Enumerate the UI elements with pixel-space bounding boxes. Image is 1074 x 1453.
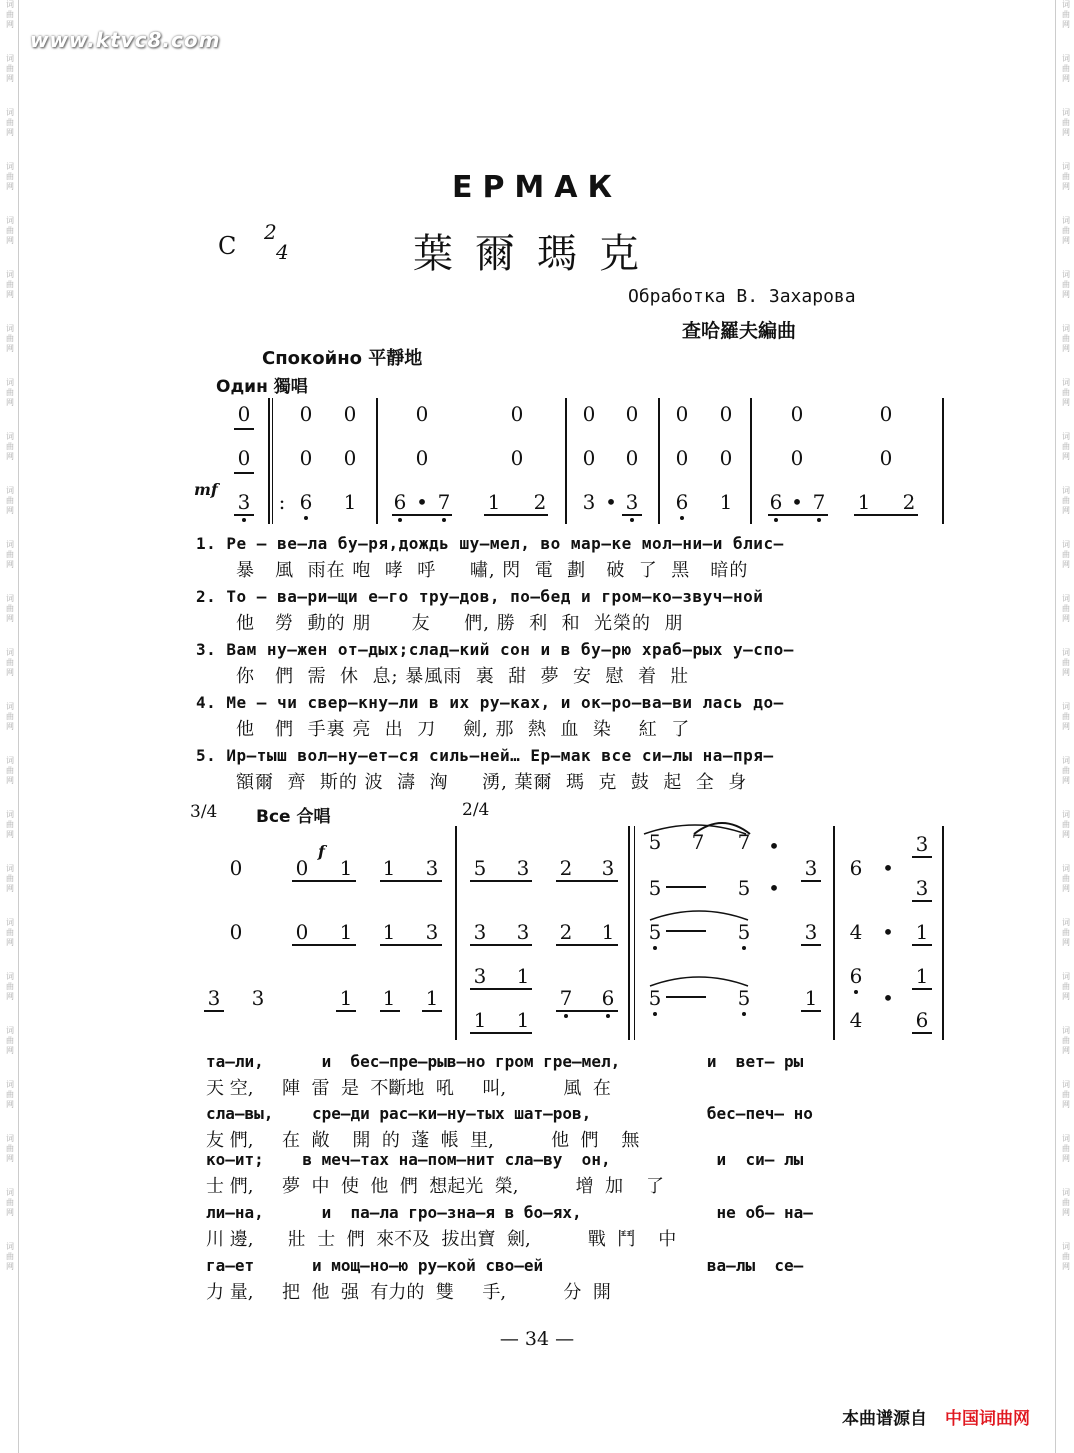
source-label: 本曲谱源自 <box>842 1409 927 1429</box>
note: 0 <box>295 856 309 880</box>
note: 1 <box>804 986 818 1010</box>
sidebar-watermark-text: 词曲网 <box>6 540 14 569</box>
beam-underline <box>556 1010 618 1012</box>
note: 0 <box>295 920 309 944</box>
note: 1 <box>425 986 439 1010</box>
note: 4 <box>849 1008 863 1032</box>
sidebar-watermark-text: 词曲网 <box>1062 486 1070 515</box>
verse-5-chinese: 額爾 齊 斯的 波 濤 洶 湧, 葉爾 瑪 克 鼓 起 全 身 <box>236 772 748 793</box>
beam-underline <box>912 988 932 990</box>
verse-3-russian: 3. Вам ну—жен от—дых;слад—кий сон и в бу—рю храб—рых у—спо— <box>196 640 794 659</box>
note: 1 <box>339 920 353 944</box>
sidebar-watermark-text: 词曲网 <box>6 108 14 137</box>
sidebar-watermark-text: 词曲网 <box>1062 162 1070 191</box>
note: 3 <box>915 832 929 856</box>
note: 1 <box>601 920 615 944</box>
note: 5 <box>648 920 662 944</box>
barline <box>833 826 835 1040</box>
tie <box>646 906 752 922</box>
verse-3-russian-cont: ко—ит; в меч—тах на—пом—нит сла—ву он, и си— лы <box>206 1150 804 1169</box>
choir-marking: Все 合唱 <box>256 807 331 827</box>
barline <box>634 826 635 1040</box>
verse-5-russian: 5. Ир—тыш вол—ну—ет—ся силь—ней… Ер—мак все си—лы на—пря— <box>196 746 774 765</box>
sidebar-watermark-text: 词曲网 <box>6 1242 14 1271</box>
sidebar-watermark-text: 词曲网 <box>1062 432 1070 461</box>
sidebar-watermark-text: 词曲网 <box>6 432 14 461</box>
note: 3 <box>516 856 530 880</box>
verse-5-chinese-cont: 力 量, 把 他 强 有力的 雙 手, 分 開 <box>206 1282 611 1303</box>
note: 0 <box>237 446 251 470</box>
note: 0 <box>415 402 429 426</box>
sidebar-watermark-text: 词曲网 <box>1062 972 1070 1001</box>
note: 0 <box>299 402 313 426</box>
beam-underline <box>801 880 821 882</box>
note: 6 <box>675 490 689 514</box>
verse-4-russian: 4. Ме — чи свер—кну—ли в их ру—ках, и ок—ро—ва—ви лась до— <box>196 693 784 712</box>
note: 7 <box>737 830 751 854</box>
dynamic-mf: mf <box>194 480 218 499</box>
note: 5 <box>648 830 662 854</box>
sidebar-watermark-text: 词曲网 <box>1062 594 1070 623</box>
sidebar-watermark-text: 词曲网 <box>1062 540 1070 569</box>
note: 0 <box>675 402 689 426</box>
note: 1 <box>343 490 357 514</box>
verse-4-chinese: 他 們 手裏 亮 出 刀 劍, 那 熱 血 染 紅 了 <box>236 719 691 740</box>
note: 6 <box>299 490 313 514</box>
note: 0 <box>719 402 733 426</box>
note: 0 <box>582 402 596 426</box>
sidebar-watermark-text: 词曲网 <box>6 864 14 893</box>
beam-underline <box>380 1010 400 1012</box>
sidebar-watermark-text: 词曲网 <box>1062 810 1070 839</box>
note: 5 <box>737 920 751 944</box>
sidebar-watermark-text: 词曲网 <box>1062 1080 1070 1109</box>
sidebar-watermark-text: 词曲网 <box>1062 864 1070 893</box>
octave-dot <box>653 1012 657 1016</box>
note: 2 <box>533 490 547 514</box>
sidebar-watermark-text: 词曲网 <box>6 486 14 515</box>
note: 3 <box>601 856 615 880</box>
verse-3-chinese: 你 們 需 休 息; 暴風雨 裏 甜 夢 安 慰 着 壯 <box>236 666 690 687</box>
octave-dot <box>742 1012 746 1016</box>
beam-underline <box>912 944 932 946</box>
note: 3 <box>425 856 439 880</box>
barline <box>455 826 457 1040</box>
note: 6 <box>393 490 407 514</box>
note: 6 <box>849 856 863 880</box>
sidebar-watermark-text: 词曲网 <box>6 1188 14 1217</box>
arranger-russian: Обработка В. Захарова <box>628 286 856 307</box>
note: • <box>791 490 803 514</box>
note: 4 <box>849 920 863 944</box>
dynamic-f: f <box>318 842 325 861</box>
sidebar-watermark-text: 词曲网 <box>6 378 14 407</box>
note: 0 <box>343 446 357 470</box>
beam-underline <box>470 988 532 990</box>
note: 1 <box>857 490 871 514</box>
key-signature: C <box>218 232 237 260</box>
sidebar-watermark-text: 词曲网 <box>1062 702 1070 731</box>
beam-underline <box>422 1010 442 1012</box>
note: 3 <box>915 876 929 900</box>
source-site-link[interactable]: 中国词曲网 <box>945 1409 1030 1429</box>
note: 3 <box>251 986 265 1010</box>
note: 5 <box>648 876 662 900</box>
sidebar-watermark-text: 词曲网 <box>1062 216 1070 245</box>
note: 6 <box>849 964 863 988</box>
sidebar-watermark-text: 词曲网 <box>6 1026 14 1055</box>
sidebar-watermark-text: 词曲网 <box>6 162 14 191</box>
note: 1 <box>719 490 733 514</box>
beam-underline <box>666 930 706 932</box>
beam-underline <box>912 1032 932 1034</box>
note: • <box>768 834 780 858</box>
beam-underline <box>204 1010 224 1012</box>
note: 0 <box>229 920 243 944</box>
verse-2-russian-cont: сла—вы, сре—ди рас—ки—ну—тых шат—ров, бес—печ— но <box>206 1104 813 1123</box>
note: 1 <box>516 964 530 988</box>
beam-underline <box>292 944 356 946</box>
note: 0 <box>229 856 243 880</box>
sidebar-watermark-text: 词曲网 <box>6 972 14 1001</box>
note: • <box>768 876 780 900</box>
sidebar-watermark-text: 词曲网 <box>6 0 14 29</box>
note: 3 <box>473 964 487 988</box>
note: • <box>605 490 617 514</box>
sidebar-watermark-text: 词曲网 <box>1062 648 1070 677</box>
note: 3 <box>425 920 439 944</box>
octave-dot <box>564 1014 568 1018</box>
note: • <box>882 920 894 944</box>
beam-underline <box>556 880 618 882</box>
note: 0 <box>625 402 639 426</box>
note: 0 <box>790 402 804 426</box>
beam-underline <box>556 944 618 946</box>
verse-3-chinese-cont: 士 們, 夢 中 使 他 們 想起光 榮, 增 加 了 <box>206 1176 664 1197</box>
note: 1 <box>473 1008 487 1032</box>
tie <box>646 972 752 988</box>
octave-dot <box>854 990 858 994</box>
beam-underline <box>801 1010 821 1012</box>
note: 5 <box>737 986 751 1010</box>
sidebar-watermark-text: 词曲网 <box>6 810 14 839</box>
sidebar-watermark-text: 词曲网 <box>1062 1188 1070 1217</box>
note: 6 <box>769 490 783 514</box>
sidebar-watermark-text: 词曲网 <box>6 648 14 677</box>
note: 0 <box>790 446 804 470</box>
note: 1 <box>382 986 396 1010</box>
note: 6 <box>601 986 615 1010</box>
note: • <box>882 986 894 1010</box>
verse-1-chinese: 暴 風 雨在 咆 哮 呼 嘯, 閃 電 劃 破 了 黑 暗的 <box>236 560 749 581</box>
sidebar-watermark-text: 词曲网 <box>1062 108 1070 137</box>
note: 3 <box>207 986 221 1010</box>
source-footer <box>842 1404 1030 1429</box>
sidebar-watermark-text: 词曲网 <box>1062 1134 1070 1163</box>
note: 1 <box>339 856 353 880</box>
note: 3 <box>582 490 596 514</box>
beam-underline <box>470 1032 532 1034</box>
verse-1-russian: 1. Ре — ве—ла бу—ря,дождь шу—мел, во мар—ке мол—ни—и блис— <box>196 534 784 553</box>
note: • <box>416 490 428 514</box>
time-signature-2: 2/4 <box>462 800 490 820</box>
sidebar-watermark-text: 词曲网 <box>6 918 14 947</box>
sidebar-watermark-text: 词曲网 <box>1062 756 1070 785</box>
verse-2-chinese-cont: 友 們, 在 敞 開 的 蓬 帳 里, 他 們 無 <box>206 1130 640 1151</box>
note: 3 <box>473 920 487 944</box>
note: 1 <box>915 920 929 944</box>
note: 0 <box>237 402 251 426</box>
note: 0 <box>675 446 689 470</box>
sidebar-watermark-text: 词曲网 <box>6 756 14 785</box>
note: : <box>278 490 286 514</box>
beam-underline <box>292 880 356 882</box>
verse-5-russian-cont: га—ет и мощ—но—ю ру—кой сво—ей ва—лы се— <box>206 1256 804 1275</box>
sidebar-watermark-text: 词曲网 <box>1062 0 1070 29</box>
beam-underline <box>912 900 932 902</box>
verse-1-russian-cont: та—ли, и бес—пре—рыв—но гром гре—мел, и вет— ры <box>206 1052 804 1071</box>
note: 0 <box>719 446 733 470</box>
note: 0 <box>582 446 596 470</box>
note: 3 <box>625 490 639 514</box>
tie <box>640 820 750 836</box>
note: 3 <box>804 920 818 944</box>
note: 0 <box>510 402 524 426</box>
note: 7 <box>812 490 826 514</box>
beam-underline <box>470 880 532 882</box>
note: 1 <box>382 856 396 880</box>
note: 1 <box>487 490 501 514</box>
sidebar-watermark-text: 词曲网 <box>6 1134 14 1163</box>
time-signature-denominator: 4 <box>276 240 289 264</box>
note: 1 <box>516 1008 530 1032</box>
sidebar-watermark-text: 词曲网 <box>1062 378 1070 407</box>
note: 0 <box>510 446 524 470</box>
note: 1 <box>382 920 396 944</box>
note: 1 <box>915 964 929 988</box>
note: 2 <box>559 856 573 880</box>
note: 5 <box>648 986 662 1010</box>
note: 6 <box>915 1008 929 1032</box>
note: 5 <box>473 856 487 880</box>
sidebar-watermark-text: 词曲网 <box>6 594 14 623</box>
note: 0 <box>415 446 429 470</box>
sidebar-watermark-text: 词曲网 <box>1062 270 1070 299</box>
tempo-marking: Спокойно 平靜地 <box>262 348 423 369</box>
title-russian: ЕРМАК <box>451 170 623 205</box>
beam-underline <box>912 856 932 858</box>
sidebar-watermark-text: 词曲网 <box>1062 1026 1070 1055</box>
sidebar-watermark-text: 词曲网 <box>6 270 14 299</box>
arranger-chinese: 查哈羅夫編曲 <box>682 320 797 342</box>
note: 1 <box>339 986 353 1010</box>
note: 5 <box>737 876 751 900</box>
note: • <box>882 856 894 880</box>
beam-underline <box>666 886 706 888</box>
beam-underline <box>666 996 706 998</box>
beam-underline <box>801 944 821 946</box>
sidebar-watermark-text: 词曲网 <box>1062 918 1070 947</box>
octave-dot <box>653 946 657 950</box>
sidebar-watermark-text: 词曲网 <box>6 324 14 353</box>
page-number: — 34 — <box>499 1328 575 1350</box>
sidebar-watermark-text: 词曲网 <box>1062 324 1070 353</box>
note: 0 <box>879 446 893 470</box>
note: 7 <box>691 830 705 854</box>
sidebar-watermark-text: 词曲网 <box>6 1080 14 1109</box>
sidebar-watermark-text: 词曲网 <box>1062 54 1070 83</box>
octave-dot <box>606 1014 610 1018</box>
verse-2-chinese: 他 勞 動的 朋 友 們, 勝 利 和 光榮的 朋 <box>236 613 684 634</box>
note: 0 <box>625 446 639 470</box>
time-signature-numerator: 2 <box>264 220 277 244</box>
beam-underline <box>380 880 442 882</box>
beam-underline <box>380 944 442 946</box>
note: 2 <box>559 920 573 944</box>
verse-4-russian-cont: ли—на, и па—ла гро—зна—я в бо—ях, не об— на— <box>206 1203 813 1222</box>
note: 0 <box>343 402 357 426</box>
note: 7 <box>437 490 451 514</box>
note: 2 <box>902 490 916 514</box>
note: 3 <box>804 856 818 880</box>
verse-4-chinese-cont: 川 邊, 壯 士 們 來不及 拔出寶 劍, 戰 鬥 中 <box>206 1229 677 1250</box>
verse-2-russian: 2. То — ва—ри—щи е—го тру—дов, по—бед и гром—ко—звуч—ной <box>196 587 764 606</box>
barline <box>628 826 630 1040</box>
choir-time-signature: 3/4 <box>190 802 218 822</box>
title-chinese: 葉爾瑪克 <box>413 231 661 277</box>
note: 3 <box>516 920 530 944</box>
beam-underline <box>470 944 532 946</box>
note: 7 <box>559 986 573 1010</box>
solo-marking: Один 獨唱 <box>216 377 308 397</box>
note: 0 <box>299 446 313 470</box>
note: 0 <box>879 402 893 426</box>
octave-dot <box>742 946 746 950</box>
sidebar-watermark-text: 词曲网 <box>6 702 14 731</box>
beam-underline <box>336 1010 356 1012</box>
barline <box>942 826 944 1040</box>
verse-1-chinese-cont: 天 空, 陣 雷 是 不斷地 吼 叫, 風 在 <box>206 1078 611 1099</box>
sidebar-watermark-text: 词曲网 <box>6 54 14 83</box>
sidebar-watermark-text: 词曲网 <box>1062 1242 1070 1271</box>
note: 3 <box>237 490 251 514</box>
watermark: www.ktvc8.com <box>30 28 221 52</box>
sidebar-watermark-text: 词曲网 <box>6 216 14 245</box>
